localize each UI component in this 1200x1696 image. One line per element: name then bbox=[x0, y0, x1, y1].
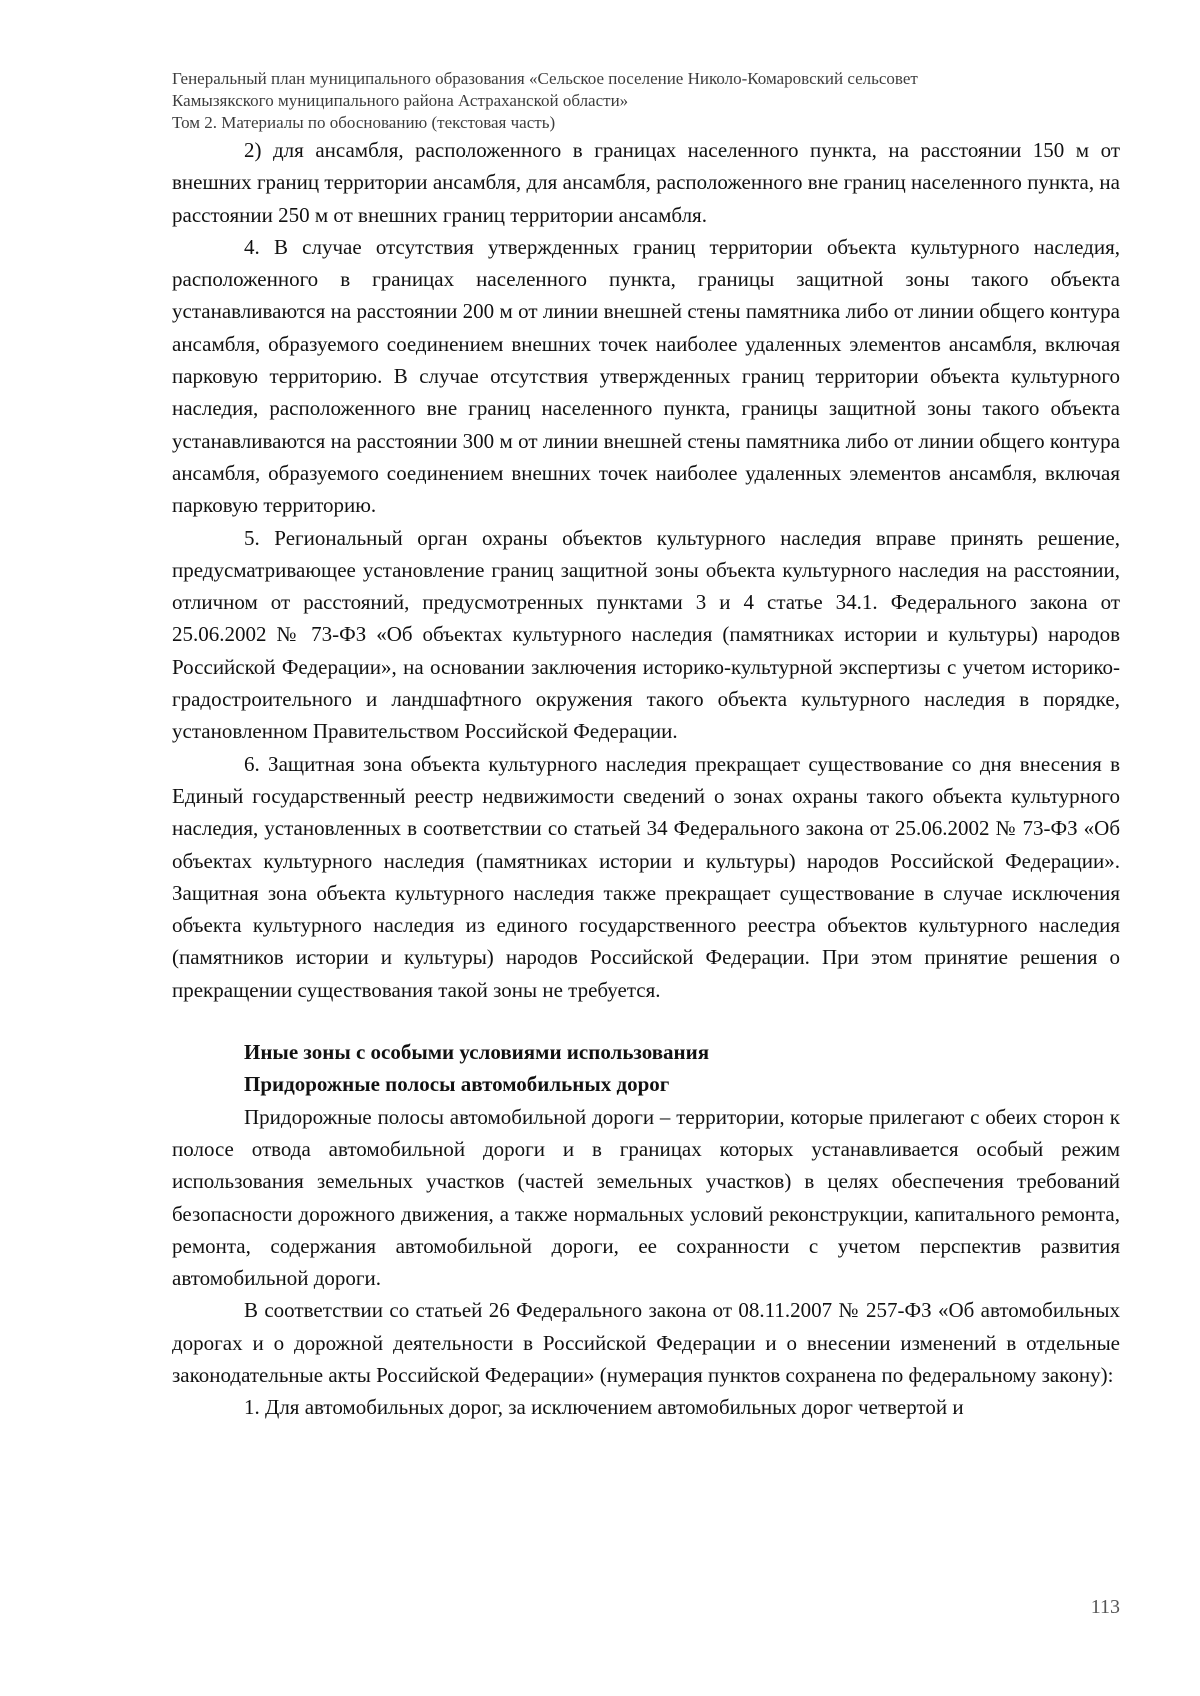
header-line-1: Генеральный план муниципального образования «Сельское поселение Николо-Комаровский сельсовет bbox=[172, 69, 918, 88]
paragraph-ensemble-distance: 2) для ансамбля, расположенного в границах населенного пункта, на расстоянии 150 м от внешних границ территории ансамбля, для ансамбля, расположенного вне границ населенного пункта, на расстоянии 250 м от внешних границ территории ансамбля. bbox=[172, 138, 1120, 227]
header-line-2: Камызякского муниципального района Астраханской области» bbox=[172, 91, 629, 110]
document-body bbox=[172, 134, 1120, 1424]
paragraph-roadside-definition: Придорожные полосы автомобильной дороги – территории, которые прилегают с обеих сторон к полосе отвода автомобильной дороги и в границах которых устанавливается особый режим использования земельных участков (частей земельных участков) в целях обеспечения требований безопасности дорожного движения, а также нормальных условий реконструкции, капитального ремонта, ремонта, содержания автомобильной дороги, ее сохранности с учетом перспектив развития автомобильной дороги. bbox=[172, 1104, 1120, 1291]
paragraph-law-reference: В соответствии со статьей 26 Федерального закона от 08.11.2007 № 257-ФЗ «Об автомобильных дорогах и о дорожной деятельности в Российской Федерации и о внесении изменений в отдельные законодательные акты Российской Федерации» (нумерация пунктов сохранена по федеральному закону): bbox=[172, 1298, 1120, 1387]
section-gap bbox=[172, 1006, 1120, 1036]
paragraph-item-4: 4. В случае отсутствия утвержденных границ территории объекта культурного наследия, расположенного в границах населенного пункта, границы защитной зоны такого объекта устанавливаются на расстоянии 200 м от линии внешней стены памятника либо от линии общего контура ансамбля, образуемого соединением внешних точек наиболее удаленных элементов ансамбля, включая парковую территорию. В случае отсутствия утвержденных границ территории объекта культурного наследия, расположенного вне границ населенного пункта, границы защитной зоны такого объекта устанавливаются на расстоянии 300 м от линии внешней стены памятника либо от линии общего контура ансамбля, образуемого соединением внешних точек наиболее удаленных элементов ансамбля, включая парковую территорию. bbox=[172, 234, 1120, 518]
section-heading-roadside-strips: Придорожные полосы автомобильных дорог bbox=[244, 1072, 670, 1097]
section-heading-other-zones: Иные зоны с особыми условиями использования bbox=[244, 1040, 710, 1065]
paragraph-item-5: 5. Региональный орган охраны объектов культурного наследия вправе принять решение, предусматривающее установление границ защитной зоны объекта культурного наследия на расстоянии, отличном от расстояний, предусмотренных пунктами 3 и 4 статье 34.1. Федерального закона от 25.06.2002 № 73-ФЗ «Об объектах культурного наследия (памятниках истории и культуры) народов Российской Федерации», на основании заключения историко-культурной экспертизы с учетом историко-градостроительного и ландшафтного окружения такого объекта культурного наследия в порядке, установленном Правительством Российской Федерации. bbox=[172, 525, 1120, 744]
header-line-3: Том 2. Материалы по обоснованию (текстовая часть) bbox=[172, 113, 556, 132]
document-header bbox=[172, 68, 1120, 134]
page-number: 113 bbox=[1090, 1596, 1120, 1618]
paragraph-item-6: 6. Защитная зона объекта культурного наследия прекращает существование со дня внесения в Единый государственный реестр недвижимости сведений о зонах охраны такого объекта культурного наследия, установленных в соответствии со статьей 34 Федерального закона от 25.06.2002 № 73-ФЗ «Об объектах культурного наследия (памятниках истории и культуры) народов Российской Федерации». Защитная зона объекта культурного наследия также прекращает существование в случае исключения объекта культурного наследия из единого государственного реестра объектов культурного наследия (памятников истории и культуры) народов Российской Федерации. При этом принятие решения о прекращении существования такой зоны не требуется. bbox=[172, 751, 1120, 1002]
document-page bbox=[172, 68, 1120, 1424]
paragraph-item-1: 1. Для автомобильных дорог, за исключением автомобильных дорог четвертой и bbox=[244, 1395, 964, 1420]
